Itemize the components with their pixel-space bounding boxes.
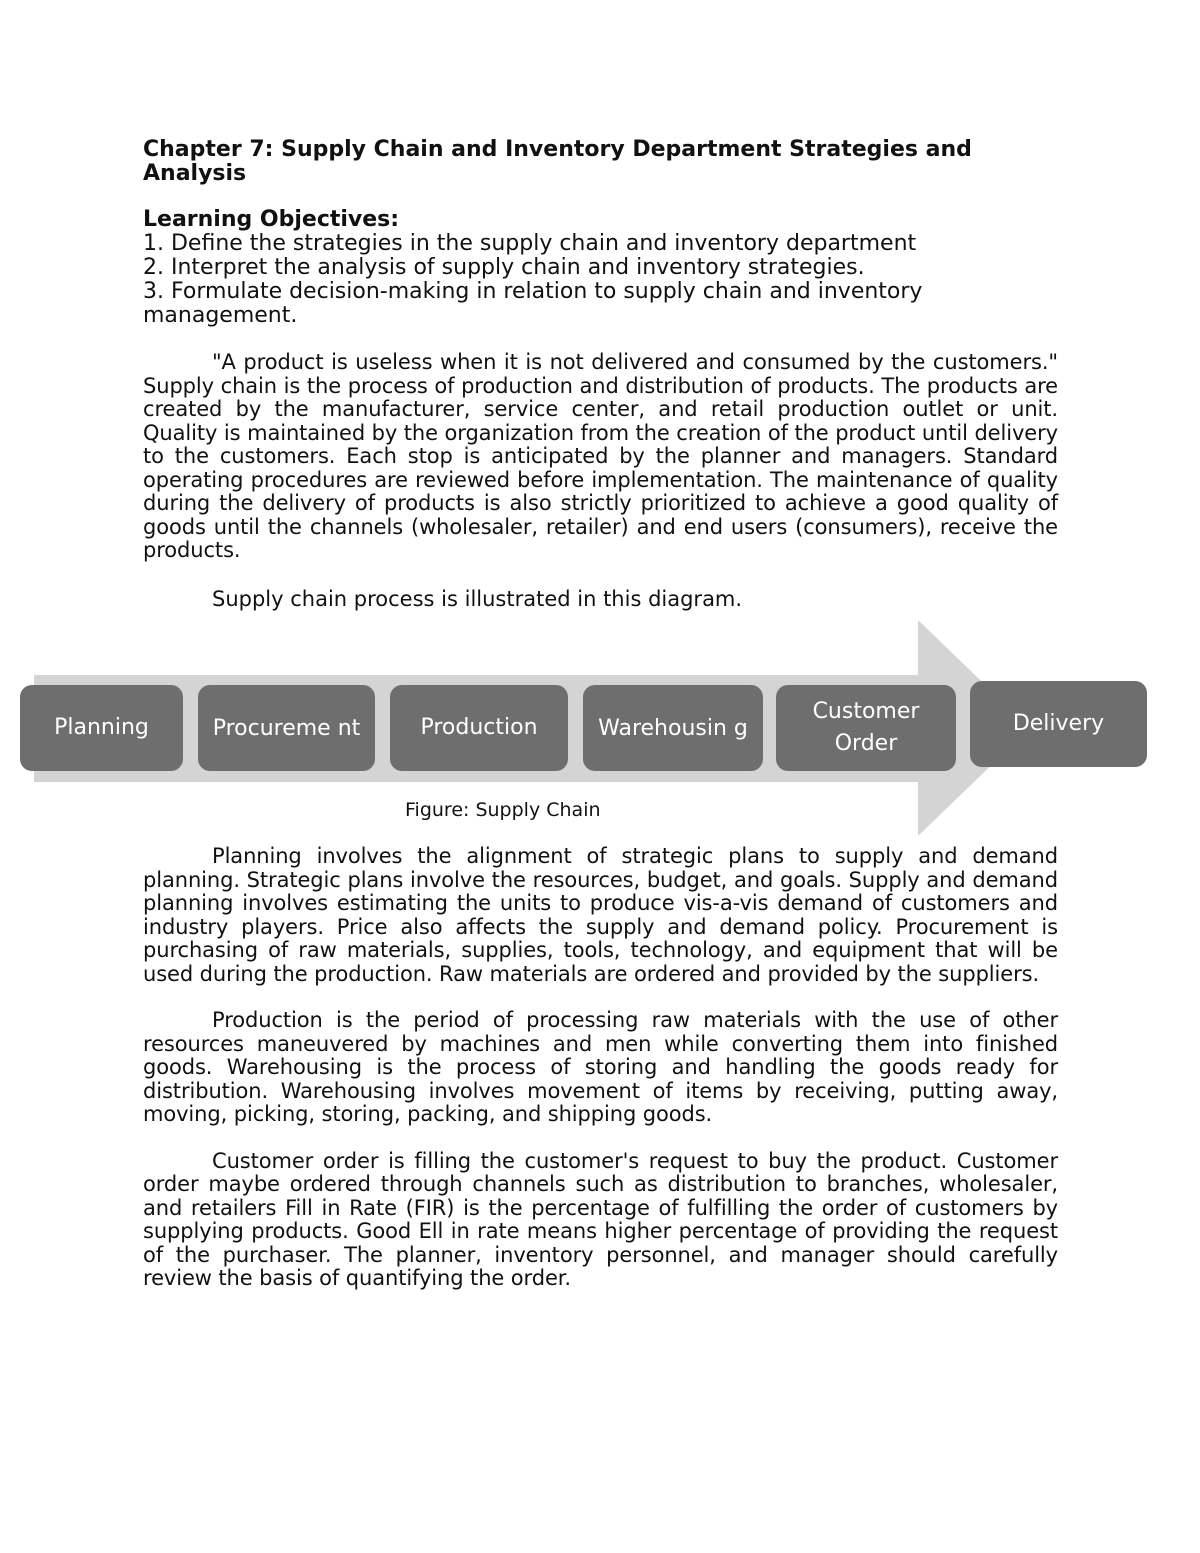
- lower-content: [143, 845, 1058, 1291]
- step-delivery: Delivery: [970, 681, 1147, 767]
- objective-item: 2. Interpret the analysis of supply chain and inventory strategies.: [143, 255, 865, 280]
- page-content: [143, 138, 1058, 611]
- step-customer-order: Customer Order: [776, 685, 956, 771]
- objective-item: 3. Formulate decision-making in relation to supply chain and inventory management.: [143, 279, 923, 328]
- objectives-heading: Learning Objectives:: [143, 207, 400, 232]
- step-production: Production: [390, 685, 568, 771]
- objectives-list: [143, 232, 1058, 328]
- objective-item: 1. Define the strategies in the supply chain and inventory department: [143, 231, 917, 256]
- production-paragraph: Production is the period of processing raw materials with the use of other resources maneuvered by machines and men while converting them into finished goods. Warehousing is the process of storing and handling the goods ready for distribution. Warehousing involves movement of items by receiving, putting away, moving, picking, storing, packing, and shipping goods.: [143, 1008, 1058, 1126]
- intro-paragraph: "A product is useless when it is not delivered and consumed by the customers." Supply chain is the process of production and distribution of products. The products are created by the manufacturer, service center, and retail production outlet or unit. Quality is maintained by the organization from the creation of the product until delivery to the customers. Each stop is anticipated by the planner and managers. Standard operating procedures are reviewed before implementation. The maintenance of quality during the delivery of products is also strictly prioritized to achieve a good quality of goods until the channels (wholesaler, retailer) and end users (consumers), receive the products.: [143, 350, 1058, 562]
- customer-order-paragraph: Customer order is filling the customer's request to buy the product. Customer order maybe ordered through channels such as distribution to branches, wholesaler, and retailers Fill in Rate (FIR) is the percentage of fulfilling the order of customers by supplying products. Good Ell in rate means higher percentage of providing the request of the purchaser. The planner, inventory personnel, and manager should carefully review the basis of quantifying the order.: [143, 1148, 1058, 1290]
- chapter-title: Chapter 7: Supply Chain and Inventory Department Strategies and Analysis: [143, 137, 972, 186]
- diagram-intro: Supply chain process is illustrated in this diagram.: [212, 586, 743, 611]
- figure-caption: Figure: Supply Chain: [405, 799, 601, 821]
- step-planning: Planning: [20, 685, 183, 771]
- step-warehousing: Warehousin g: [583, 685, 763, 771]
- step-procurement: Procureme nt: [198, 685, 375, 771]
- planning-paragraph: Planning involves the alignment of strategic plans to supply and demand planning. Strategic plans involve the resources, budget, and goals. Supply and demand planning involves estimating the units to produce vis-a-vis demand of customers and industry players. Price also affects the supply and demand policy. Procurement is purchasing of raw materials, supplies, tools, technology, and equipment that will be used during the production. Raw materials are ordered and provided by the suppliers.: [143, 844, 1058, 986]
